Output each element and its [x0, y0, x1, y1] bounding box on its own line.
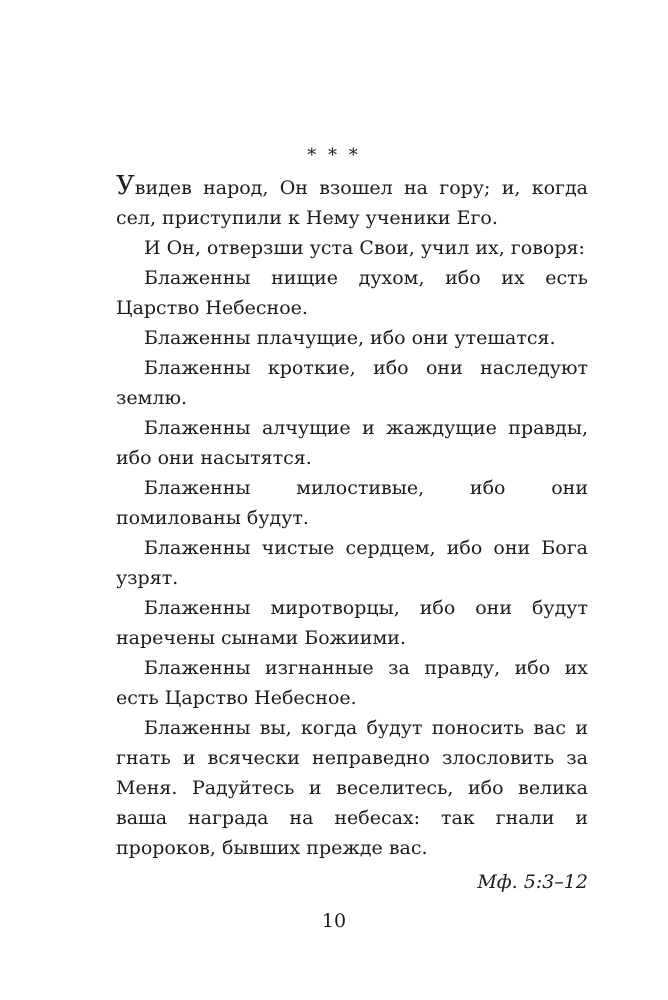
- paragraph-1: [116, 173, 588, 233]
- beatitude-merciful: Блаженны милостивые, ибо они помилованы будут.: [116, 477, 588, 529]
- beatitude-hunger: Блаженны алчущие и жаждущие правды, ибо они насытятся.: [116, 417, 588, 469]
- scripture-text: [116, 173, 588, 897]
- paragraph-1-text: видев народ, Он взошел на гору; и, когда сел, приступили к Нему ученики Его.: [116, 177, 588, 229]
- beatitude-mourn: Блаженны плачущие, ибо они утешатся.: [144, 327, 556, 349]
- beatitude-peacemakers: Блаженны миротворцы, ибо они будут наречены сынами Божиими.: [116, 597, 588, 649]
- initial-letter: У: [116, 171, 135, 201]
- paragraph-2: И Он, отверзши уста Свои, учил их, говоря:: [144, 237, 585, 259]
- bible-reference: Мф. 5:3–12: [477, 871, 588, 893]
- page-number: 10: [321, 910, 347, 932]
- beatitude-pure: Блаженны чистые сердцем, ибо они Бога узрят.: [116, 537, 588, 589]
- beatitude-reviled: Блаженны вы, когда будут поносить вас и гнать и всячески неправедно злословить за Меня. Радуйтесь и веселитесь, ибо велика ваша награда на небесах: так гнали и пророков, бывших прежде вас.: [116, 717, 588, 859]
- beatitude-meek: Блаженны кроткие, ибо они наследуют землю.: [116, 357, 588, 409]
- beatitude-persecuted: Блаженны изгнанные за правду, ибо их есть Царство Небесное.: [116, 657, 588, 709]
- beatitude-poor-in-spirit: Блаженны нищие духом, ибо их есть Царство Небесное.: [116, 267, 588, 319]
- section-separator: * * *: [307, 145, 361, 166]
